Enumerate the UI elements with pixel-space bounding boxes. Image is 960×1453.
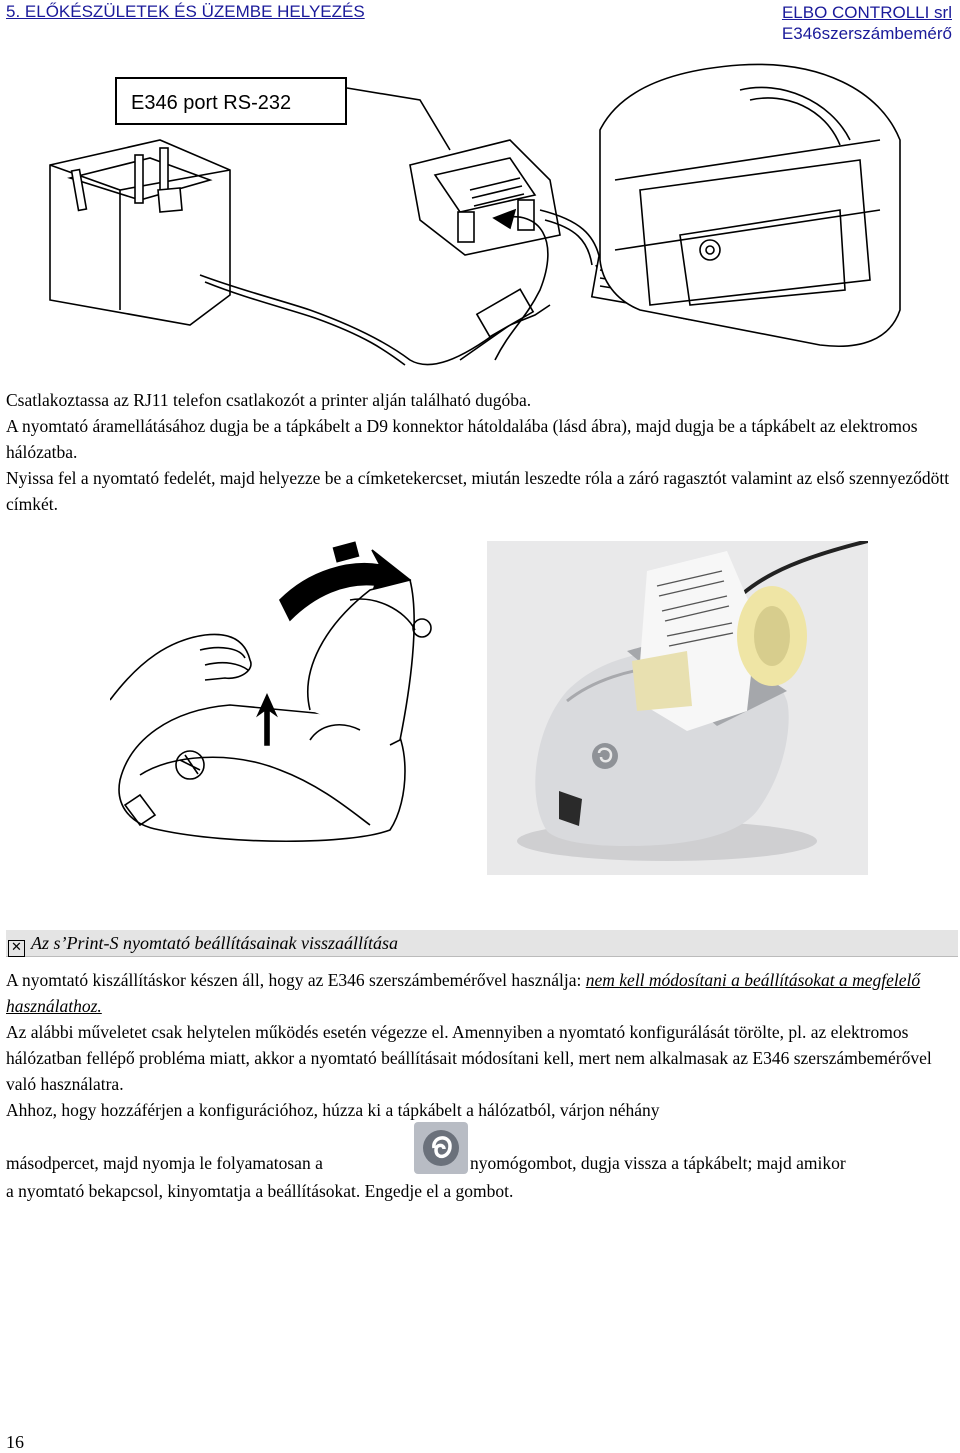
section-paragraph-3a: Ahhoz, hogy hozzáférjen a konfigurációhoz, húzza ki a tápkábelt a hálózatból, várjon néhány — [6, 1100, 660, 1120]
section-paragraph-2: Az alábbi műveletet csak helytelen működés esetén végezze el. Amennyiben a nyomtató konfigurálását törölte, pl. az elektromos hálózatban fellépő probléma miatt, akkor a nyomtató beállításait módosítani kell, mert nem alkalmasak az E346 szerszámbemérővel való használatra. — [6, 1022, 932, 1094]
intro-paragraph-1: Csatlakoztassa az RJ11 telefon csatlakozót a printer alján található dugóba. — [6, 390, 532, 410]
page-number: 16 — [6, 1432, 24, 1452]
section-paragraph-1 — [6, 967, 952, 1019]
section-heading — [6, 930, 958, 957]
section-paragraph-1-text: A nyomtató kiszállításkor készen áll, hogy az E346 szerszámbemérővel használja: — [6, 970, 586, 990]
printer-photo — [487, 541, 868, 875]
intro-paragraph-3: Nyissa fel a nyomtató fedelét, majd helyezze be a címketekercset, miután leszedte róla a záró ragasztót valamint az első szennyeződött címkét. — [6, 468, 950, 514]
rs232-port-callout: E346 port RS-232 — [115, 77, 347, 125]
header-company: ELBO CONTROLLI srl — [781, 3, 952, 22]
section-paragraph-3c: nyomógombot, dugja vissza a tápkábelt; majd amikor — [470, 1153, 846, 1173]
section-paragraph-3b: másodpercet, majd nyomja le folyamatosan a — [6, 1153, 323, 1173]
section-paragraph-1-emphasis: nem kell módosítani a beállításokat a megfelelő használathoz. — [6, 970, 921, 1016]
printer-button-icon — [414, 1122, 468, 1174]
section-title: Az s’Print-S nyomtató beállításainak visszaállítása — [31, 933, 398, 953]
section-paragraph-3d: a nyomtató bekapcsol, kinyomtatja a beállításokat. Engedje el a gombot. — [6, 1181, 514, 1201]
header-section-title: 5. ELŐKÉSZÜLETEK ÉS ÜZEMBE HELYEZÉS — [6, 2, 365, 21]
printer-underside-drawing — [600, 64, 900, 346]
checkbox-icon: ✕ — [8, 940, 25, 957]
d9-connector-drawing — [410, 140, 600, 265]
header-company-block — [782, 2, 952, 44]
header-product: E346szerszámbemérő — [781, 24, 952, 43]
intro-paragraph-2: A nyomtató áramellátásához dugja be a tápkábelt a D9 konnektor hátoldalába (lásd ábra), majd dugja be a tápkábelt az elektromos hálózatba. — [6, 416, 918, 462]
section-paragraph-3-inline — [6, 1120, 952, 1176]
power-adapter-drawing — [50, 140, 230, 325]
printer-open-drawing — [110, 540, 450, 860]
